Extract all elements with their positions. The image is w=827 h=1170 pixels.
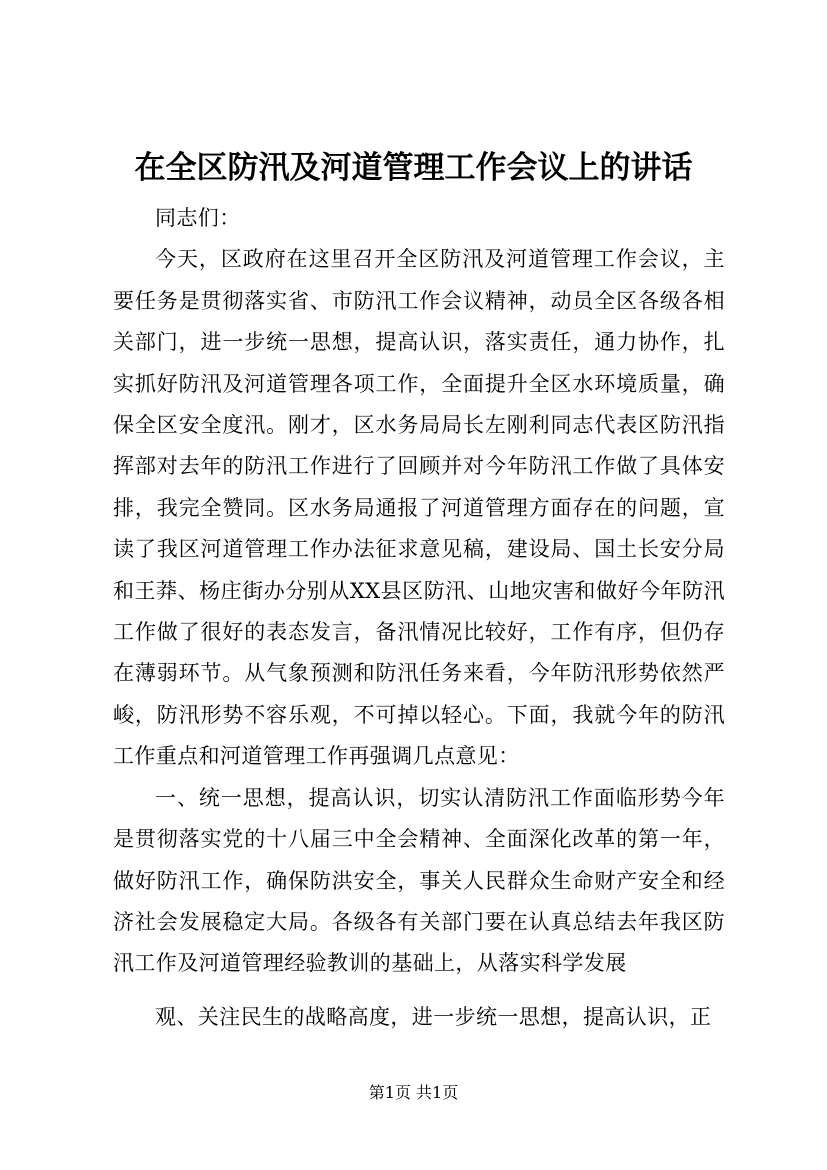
document-body <box>113 198 725 1038</box>
paragraph-intro: 今天，区政府在这里召开全区防汛及河道管理工作会议，主要任务是贯彻落实省、市防汛工作会议精神，动员全区各级各相关部门，进一步统一思想，提高认识，落实责任，通力协作，扎实抓好防汛及河道管理各项工作，全面提升全区水环境质量，确保全区安全度汛。刚才，区水务局局长左刚利同志代表区防汛指挥部对去年的防汛工作进行了回顾并对今年防汛工作做了具体安排，我完全赞同。区水务局通报了河道管理方面存在的问题，宣读了我区河道管理工作办法征求意见稿，建设局、国土长安分局和王莽、杨庄街办分别从XX县区防汛、山地灾害和做好今年防汛工作做了很好的表态发言，备汛情况比较好，工作有序，但仍存在薄弱环节。从气象预测和防汛任务来看，今年防汛形势依然严峻，防汛形势不容乐观，不可掉以轻心。下面，我就今年的防汛工作重点和河道管理工作再强调几点意见： <box>113 247 725 769</box>
paragraph-continuation: 观、关注民生的战略高度，进一步统一思想，提高认识，正 <box>155 1004 712 1029</box>
page-footer: 第1页 共1页 <box>368 1083 459 1102</box>
greeting: 同志们： <box>155 206 241 230</box>
paragraph-section-one: 一、统一思想，提高认识，切实认清防汛工作面临形势今年是贯彻落实党的十八届三中全会精神、全面深化改革的第一年，做好防汛工作，确保防洪安全，事关人民群众生命财产安全和经济社会发展稳定大局。各级各有关部门要在认真总结去年我区防汛工作及河道管理经验教训的基础上，从落实科学发展 <box>113 785 725 976</box>
document-title: 在全区防汛及河道管理工作会议上的讲话 <box>134 150 693 186</box>
